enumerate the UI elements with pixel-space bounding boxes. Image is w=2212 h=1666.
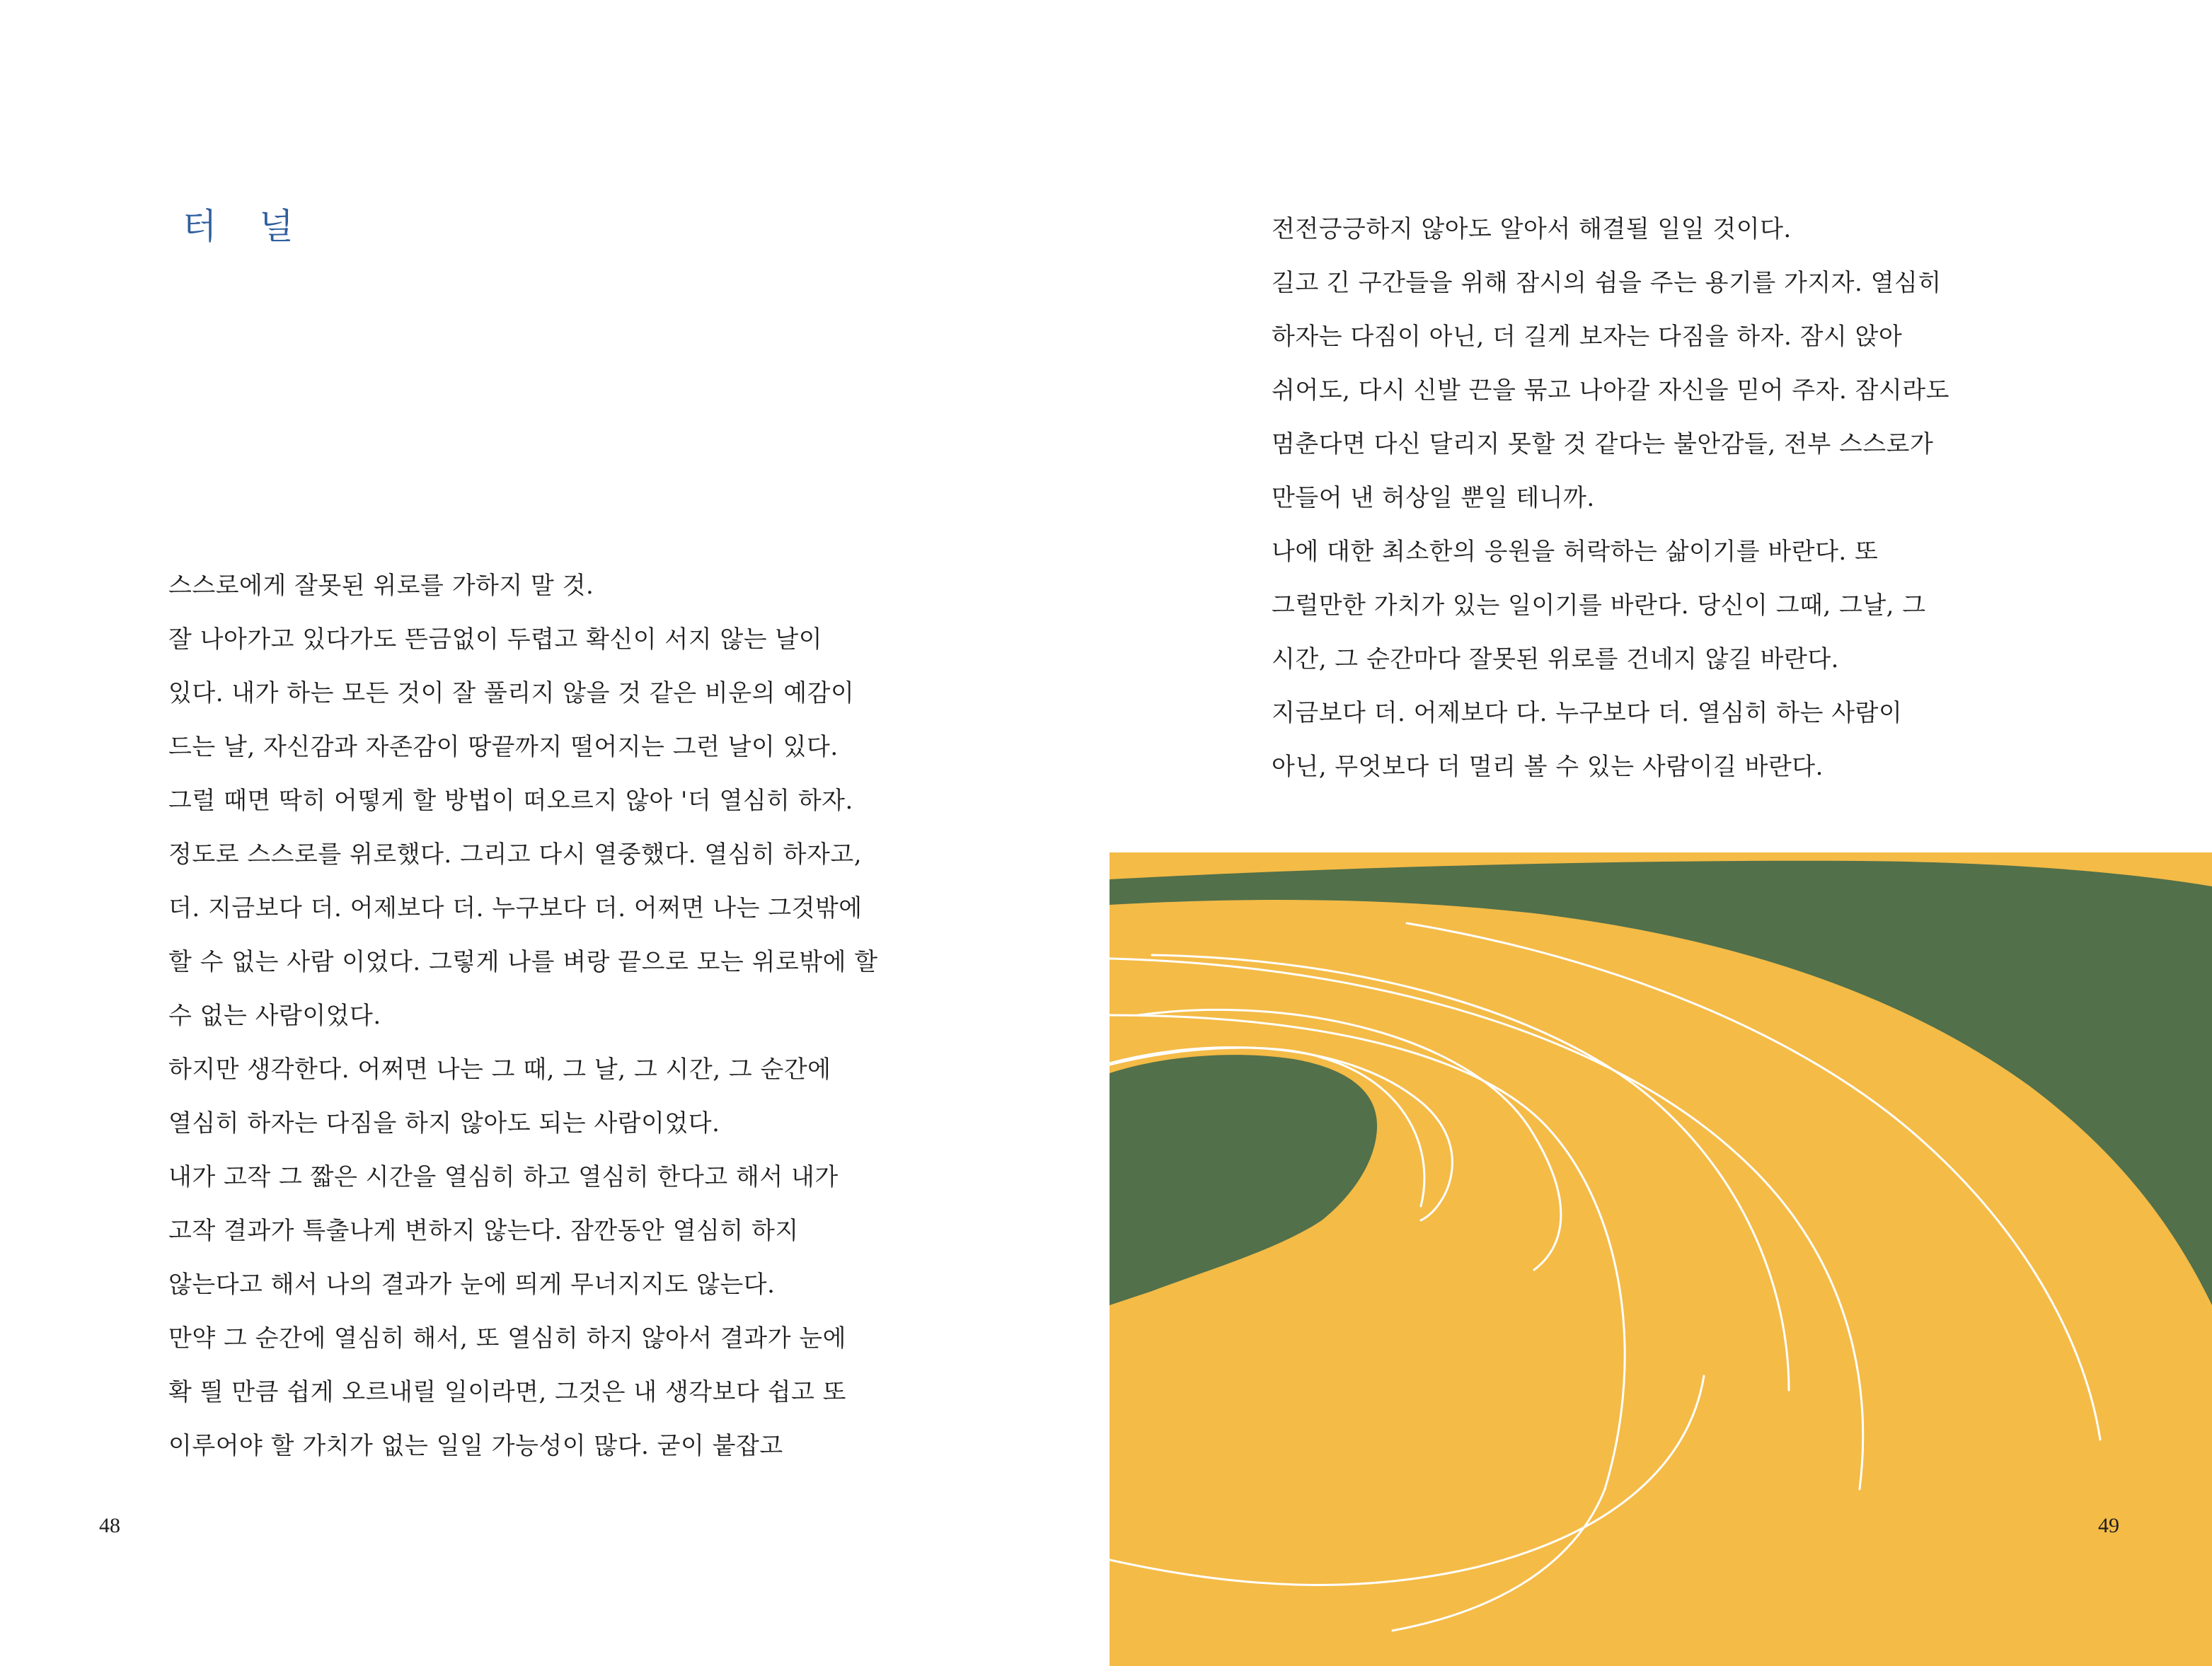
text-line: 않는다고 해서 나의 결과가 눈에 띄게 무너지지도 않는다. [168,1271,776,1299]
text-line: 고작 결과가 특출나게 변하지 않는다. 잠깐동안 열심히 하지 [168,1217,799,1245]
text-line: 지금보다 더. 어제보다 다. 누구보다 더. 열심히 하는 사람이 [1272,699,1903,727]
right-page-text [1272,202,1949,794]
text-line: 할 수 없는 사람 이었다. 그렇게 나를 벼랑 끝으로 모는 위로밖에 할 [168,948,878,976]
text-line: 잘 나아가고 있다가도 뜬금없이 두렵고 확신이 서지 않는 날이 [168,625,823,654]
text-line: 나에 대한 최소한의 응원을 허락하는 삶이기를 바란다. 또 [1272,538,1879,566]
page-number-left: 48 [99,1514,120,1537]
text-line: 이루어야 할 가치가 없는 일일 가능성이 많다. 굳이 붙잡고 [168,1432,783,1460]
text-line: 더. 지금보다 더. 어제보다 더. 누구보다 더. 어쩌면 나는 그것밖에 [168,894,863,922]
text-line: 전전긍긍하지 않아도 알아서 해결될 일일 것이다. [1272,215,1792,243]
text-line: 그럴만한 가치가 있는 일이기를 바란다. 당신이 그때, 그날, 그 [1272,591,1926,620]
text-line: 스스로에게 잘못된 위로를 가하지 말 것. [168,572,594,600]
left-page-text [168,559,878,1473]
text-line: 만약 그 순간에 열심히 해서, 또 열심히 하지 않아서 결과가 눈에 [168,1324,846,1353]
text-line: 수 없는 사람이었다. [168,1002,381,1030]
text-line: 하자는 다짐이 아닌, 더 길게 보자는 다짐을 하자. 잠시 앉아 [1272,323,1903,351]
text-line: 아닌, 무엇보다 더 멀리 볼 수 있는 사람이길 바란다. [1272,753,1824,781]
text-line: 길고 긴 구간들을 위해 잠시의 쉼을 주는 용기를 가지자. 열심히 [1272,269,1942,297]
running-track-svg [1110,852,2212,1666]
chapter-title: 터 널 [183,206,309,247]
text-line: 쉬어도, 다시 신발 끈을 묶고 나아갈 자신을 믿어 주자. 잠시라도 [1272,376,1949,405]
text-line: 있다. 내가 하는 모든 것이 잘 풀리지 않을 것 같은 비운의 예감이 [168,679,855,707]
running-track-illustration [1110,852,2212,1666]
text-line: 내가 고작 그 짧은 시간을 열심히 하고 열심히 한다고 해서 내가 [168,1163,839,1191]
text-line: 정도로 스스로를 위로했다. 그리고 다시 열중했다. 열심히 하자고, [168,840,863,869]
text-line: 하지만 생각한다. 어쩌면 나는 그 때, 그 날, 그 시간, 그 순간에 [168,1055,831,1084]
text-line: 멈춘다면 다신 달리지 못할 것 같다는 불안감들, 전부 스스로가 [1272,430,1934,458]
text-line: 그럴 때면 딱히 어떻게 할 방법이 떠오르지 않아 '더 열심히 하자. [168,787,853,815]
text-line: 확 띌 만큼 쉽게 오르내릴 일이라면, 그것은 내 생각보다 쉽고 또 [168,1378,846,1406]
text-line: 시간, 그 순간마다 잘못된 위로를 건네지 않길 바란다. [1272,645,1839,673]
text-line: 열심히 하자는 다짐을 하지 않아도 되는 사람이었다. [168,1109,720,1138]
text-line: 만들어 낸 허상일 뿐일 테니까. [1272,484,1595,512]
text-line: 드는 날, 자신감과 자존감이 땅끝까지 떨어지는 그런 날이 있다. [168,733,839,761]
page-number-right: 49 [2098,1514,2119,1537]
